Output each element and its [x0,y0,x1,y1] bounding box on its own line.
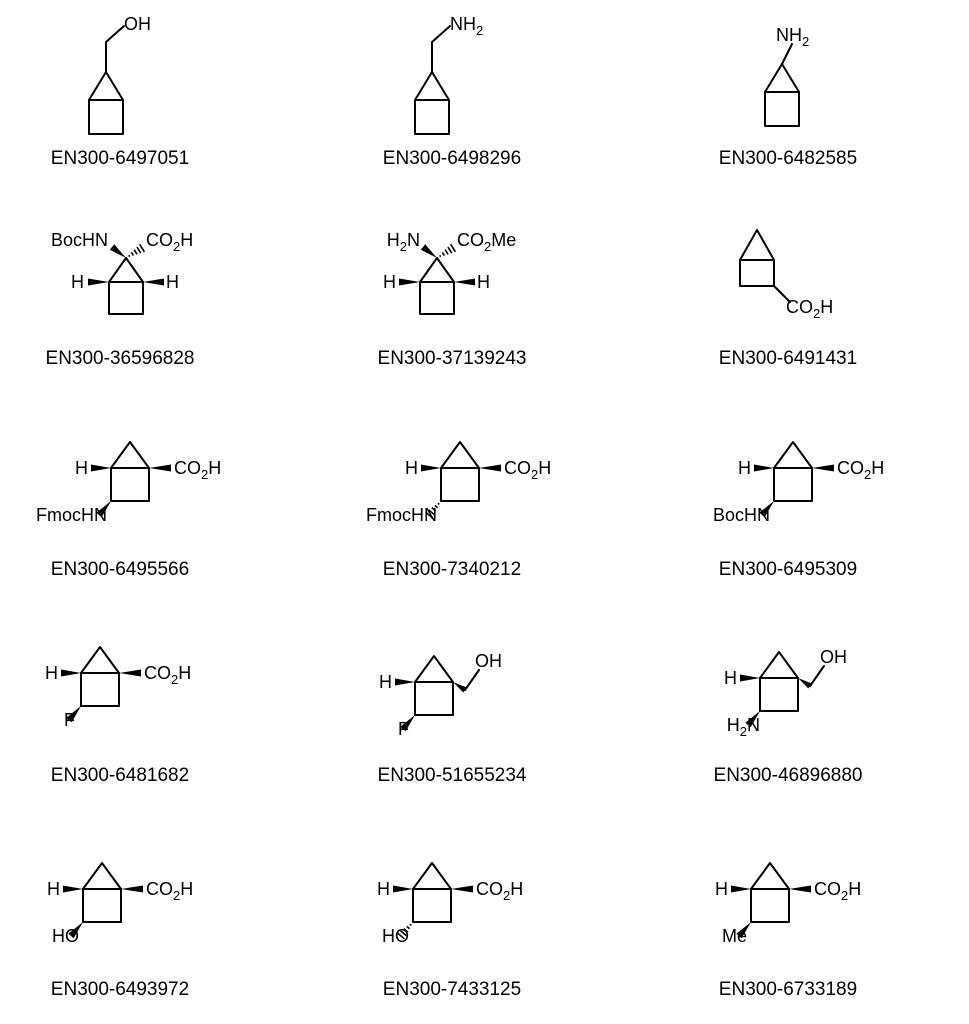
atom-label [837,458,884,482]
compound-id: EN300-6495566 [50,559,190,580]
atom-label [75,458,88,478]
atom-label-part: H [75,458,88,478]
compound-id: EN300-7433125 [382,979,522,1000]
cyclobutane-ring [413,889,451,922]
cyclopropane-ring [760,652,798,678]
cyclopropane-ring [109,258,143,282]
wedge-bond [399,279,420,286]
atom-label-part: F [398,719,409,739]
cyclobutane-ring [89,100,123,134]
compound-id: EN300-6482585 [718,148,858,169]
cyclobutane-ring [415,682,453,715]
atom-label [124,14,151,34]
cyclopropane-ring [765,64,799,92]
compound-id: EN300-6733189 [718,979,858,1000]
atom-label-part: H [820,297,834,317]
atom-label-part: H [45,663,58,683]
atom-label [383,272,396,292]
atom-label-part: H [180,230,194,250]
compound-structure [765,25,809,126]
atom-label-part: CO [837,458,864,478]
compound-structure [713,442,884,525]
atom-label [379,672,392,692]
compound-structure [415,14,483,134]
wedge-bond [731,886,751,893]
atom-label-part: CO [504,458,531,478]
atom-label-part: CO [786,297,813,317]
compound-structure [379,651,502,739]
bond [432,26,450,42]
cyclopropane-ring [81,647,119,673]
cyclopropane-ring [420,258,454,282]
wedge-bond [395,679,415,686]
wedge-bond [143,279,164,286]
bond [106,26,124,42]
cyclopropane-ring [111,442,149,468]
compound-structure [715,863,861,946]
atom-label-part: N [747,715,760,735]
atom-label [366,505,437,525]
cyclopropane-ring [774,442,812,468]
atom-label [52,926,79,946]
atom-label-part: H [848,879,862,899]
atom-label-part: H [383,272,396,292]
atom-label [144,663,191,687]
compound-structure [366,442,551,525]
cyclopropane-ring [441,442,479,468]
compound-id: EN300-6495309 [718,559,858,580]
atom-label-part: CO [476,879,503,899]
atom-label [174,458,221,482]
compound-structure [47,863,193,946]
compound-id: EN300-6491431 [718,348,858,369]
cyclobutane-ring [420,282,454,314]
compound-structure [383,230,516,314]
atom-label-subscript: 2 [841,888,849,903]
atom-label-part: H [724,668,737,688]
atom-label [51,230,108,250]
cyclopropane-ring [415,72,449,100]
atom-label-subscript: 2 [739,724,747,739]
atom-label [475,651,502,671]
wedge-bond [451,886,473,893]
atom-label-part: H [71,272,84,292]
atom-label-part: FmocHN [36,505,107,525]
atom-label [450,14,483,38]
cyclobutane-ring [109,282,143,314]
wedge-bond [740,675,760,682]
wedge-bond [454,279,475,286]
atom-label-part: CO [146,230,173,250]
atom-label [476,879,523,903]
atom-label [64,710,75,730]
atom-label-subscript: 2 [802,34,810,49]
wedge-bond [479,465,501,472]
wedge-bond [88,279,109,286]
cyclobutane-ring [111,468,149,501]
atom-label [382,926,409,946]
wedge-bond [421,244,437,258]
compound-structure [724,647,847,739]
atom-label [146,230,193,254]
cyclobutane-ring [415,100,449,134]
cyclobutane-ring [760,678,798,711]
atom-label-part: F [64,710,75,730]
compound-id: EN300-6493972 [50,979,190,1000]
cyclopropane-ring [415,656,453,682]
atom-label-subscript: 2 [531,467,539,482]
hashed-bond [129,244,145,257]
atom-label-subscript: 2 [476,23,484,38]
cyclobutane-ring [751,889,789,922]
atom-label [398,719,409,739]
atom-label [166,272,179,292]
wedge-bond [110,244,126,258]
atom-label-subscript: 2 [484,239,492,254]
atom-label [387,230,420,254]
atom-label-part: H [405,458,418,478]
atom-label-part: NH [776,25,802,45]
atom-label [47,879,60,899]
atom-label-part: CO [144,663,171,683]
atom-label-part: H [178,663,192,683]
bond [810,666,824,686]
cyclopropane-ring [740,230,774,260]
compound-id: EN300-6481682 [50,765,190,786]
cyclobutane-ring [441,468,479,501]
atom-label-subscript: 2 [173,239,181,254]
atom-label [377,879,390,899]
wedge-bond [789,886,811,893]
atom-label-subscript: 2 [399,239,407,254]
compound-structure [45,647,191,730]
atom-label-part: HO [382,926,409,946]
atom-label [722,926,747,946]
wedge-bond [63,886,83,893]
atom-label-part: FmocHN [366,505,437,525]
compound-structure [740,230,833,321]
atom-label-part: H [726,715,740,735]
atom-label-subscript: 2 [503,888,511,903]
atom-label [820,647,847,667]
atom-label [715,879,728,899]
atom-label-part: H [386,230,400,250]
wedge-bond [812,465,834,472]
atom-label-subscript: 2 [813,306,821,321]
atom-label-subscript: 2 [201,467,209,482]
atom-label [71,272,84,292]
cyclobutane-ring [81,673,119,706]
wedge-bond [421,465,441,472]
wedge-bond [119,670,141,677]
atom-label-part: CO [457,230,484,250]
atom-label-part: N [407,230,420,250]
atom-label-part: H [379,672,392,692]
atom-label [504,458,551,482]
atom-label-part: H [538,458,552,478]
cyclopropane-ring [83,863,121,889]
wedge-bond [91,465,111,472]
atom-label-subscript: 2 [171,672,179,687]
atom-label-part: H [510,879,524,899]
compound-id: EN300-7340212 [382,559,522,580]
atom-label-part: OH [475,651,502,671]
atom-label-part: H [738,458,751,478]
atom-label-subscript: 2 [864,467,872,482]
atom-label [776,25,809,49]
atom-label-part: BocHN [50,230,108,250]
atom-label [457,230,516,254]
atom-label-part: H [377,879,390,899]
atom-label [724,668,737,688]
atom-label-part: NH [450,14,476,34]
atom-label [146,879,193,903]
atom-label-part: H [208,458,222,478]
atom-label [713,505,770,525]
atom-label-part: H [47,879,60,899]
hashed-bond [440,244,456,257]
compound-id: EN300-36596828 [45,348,195,369]
atom-label [814,879,861,903]
cyclopropane-ring [751,863,789,889]
atom-label-part: OH [820,647,847,667]
cyclopropane-ring [89,72,123,100]
atom-label [405,458,418,478]
atom-label-part: H [166,272,179,292]
cyclobutane-ring [765,92,799,126]
atom-label [738,458,751,478]
atom-label-part: OH [124,14,151,34]
atom-label-part: Me [491,230,517,250]
atom-label-part: H [871,458,885,478]
bond [782,44,792,64]
atom-label-part: Me [721,926,747,946]
wedge-bond [393,886,413,893]
atom-label-part: H [715,879,728,899]
bond [465,670,479,690]
wedge-bond [149,465,171,472]
compound-structure [36,442,221,525]
compound-id: EN300-6497051 [50,148,190,169]
atom-label [786,297,833,321]
atom-label [36,505,107,525]
compound-id: EN300-37139243 [377,348,527,369]
compound-id: EN300-6498296 [382,148,522,169]
compound-structure [377,863,523,946]
compound-id: EN300-46896880 [713,765,863,786]
cyclobutane-ring [83,889,121,922]
atom-label-part: BocHN [712,505,770,525]
atom-label-part: H [477,272,490,292]
atom-label [727,715,760,739]
atom-label-part: CO [174,458,201,478]
wedge-bond [121,886,143,893]
wedge-bond [754,465,774,472]
wedge-bond [61,670,81,677]
atom-label [45,663,58,683]
atom-label-part: HO [52,926,79,946]
compound-structure [51,230,193,314]
cyclobutane-ring [740,260,774,286]
cyclopropane-ring [413,863,451,889]
compound-id: EN300-51655234 [377,765,527,786]
atom-label-part: CO [814,879,841,899]
cyclobutane-ring [774,468,812,501]
atom-label-subscript: 2 [173,888,181,903]
atom-label-part: H [180,879,194,899]
compound-structure [89,14,151,134]
atom-label-part: CO [146,879,173,899]
atom-label [477,272,490,292]
